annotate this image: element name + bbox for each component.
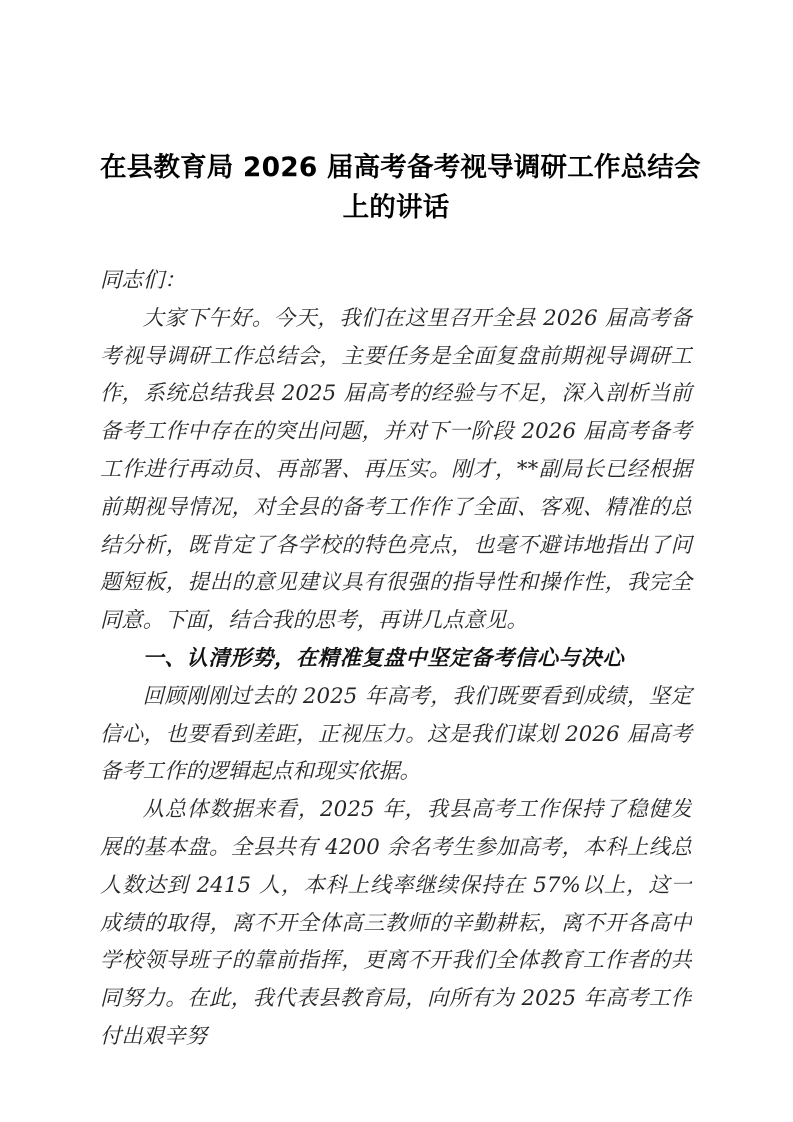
paragraph-opening: 大家下午好。今天，我们在这里召开全县 2026 届高考备考视导调研工作总结会，主要任务是全面复盘前期视导调研工作，系统总结我县 2025 届高考的经验与不足，深入剖析当前备考工作中存在的突出问题，并对下一阶段 2026 届高考备考工作进行再动员、再部署、再压实。刚才，**副局长已经根据前期视导情况，对全县的备考工作作了全面、客观、精准的总结分析，既肯定了各学校的特色亮点，也毫不避讳地指出了问题短板，提出的意见建议具有很强的指导性和操作性，我完全同意。下面，结合我的思考，再讲几点意见。 xyxy=(100,305,692,634)
salutation: 同志们： xyxy=(100,268,186,293)
page-title xyxy=(100,148,701,228)
document-content xyxy=(100,148,701,1056)
document-body xyxy=(100,262,692,1056)
section-heading-1: 一、认清形势，在精准复盘中坚定备考信心与决心 xyxy=(142,645,625,671)
page-title-line-1: 在县教育局 2026 届高考备考视导调研工作总结会 xyxy=(100,152,701,183)
paragraph-section1-1: 回顾刚刚过去的 2025 年高考，我们既要看到成绩，坚定信心，也要看到差距，正视压力。这是我们谋划 2026 届高考备考工作的逻辑起点和现实依据。 xyxy=(100,683,692,785)
page-title-line-2: 上的讲话 xyxy=(342,192,450,223)
paragraph-section1-2: 从总体数据来看，2025 年，我县高考工作保持了稳健发展的基本盘。全县共有 4200 余名考生参加高考，本科上线总人数达到 2415 人，本科上线率继续保持在 57%以上，这一成绩的取得，离不开全体高三教师的辛勤耕耘，离不开各高中学校领导班子的靠前指挥，更离不开我们全体教育工作者的共同努力。在此，我代表县教育局，向所有为 2025 年高考工作付出艰辛努 xyxy=(100,797,692,1049)
